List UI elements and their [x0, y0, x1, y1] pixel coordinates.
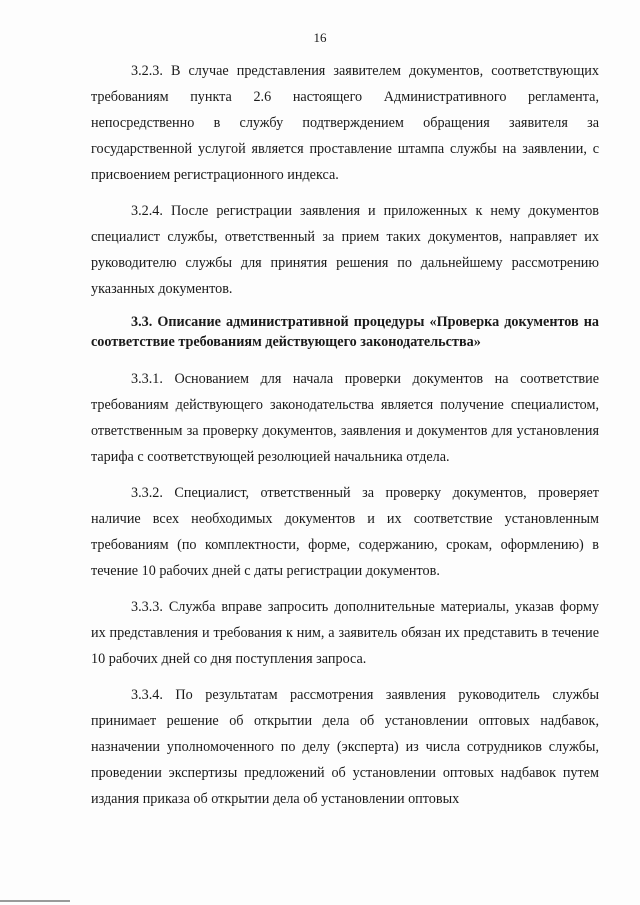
paragraph-3-2-4: 3.2.4. После регистрации заявления и приложенных к нему документов специалист службы, ответственный за прием таких документов, направляет их руководителю службы для принятия решения по дальнейшему рассмотрению указанных документов.: [91, 203, 599, 297]
scan-edge-mark: [0, 900, 70, 902]
document-body: [91, 58, 599, 822]
page-number: 16: [313, 30, 327, 45]
paragraph-3-3-1: 3.3.1. Основанием для начала проверки документов на соответствие требованиям действующего законодательства является получение специалистом, ответственным за проверку документов, заявления и документов для установления тарифа с соответствующей резолюцией начальника отдела.: [91, 371, 599, 465]
paragraph-3-2-3: 3.2.3. В случае представления заявителем документов, соответствующих требованиям пункта 2.6 настоящего Административного регламента, непосредственно в службу подтверждением обращения заявителя за государственной услугой является проставление штампа службы на заявлении, с присвоением регистрационного индекса.: [91, 63, 599, 183]
section-heading-3-3: 3.3. Описание административной процедуры «Проверка документов на соответствие требованиям действующего законодательства»: [91, 314, 599, 350]
paragraph-3-3-2: 3.3.2. Специалист, ответственный за проверку документов, проверяет наличие всех необходимых документов и их соответствие установленным требованиям (по комплектности, форме, содержанию, срокам, оформлению) в течение 10 рабочих дней с даты регистрации документов.: [91, 485, 599, 579]
paragraph-3-3-4: 3.3.4. По результатам рассмотрения заявления руководитель службы принимает решение об открытии дела об установлении оптовых надбавок, назначении уполномоченного по делу (эксперта) из числа сотрудников службы, проведении экспертизы предложений об установлении оптовых надбавок путем издания приказа об открытии дела об установлении оптовых: [91, 687, 599, 807]
paragraph-3-3-3: 3.3.3. Служба вправе запросить дополнительные материалы, указав форму их представления и требования к ним, а заявитель обязан их представить в течение 10 рабочих дней со дня поступления запроса.: [91, 599, 599, 667]
